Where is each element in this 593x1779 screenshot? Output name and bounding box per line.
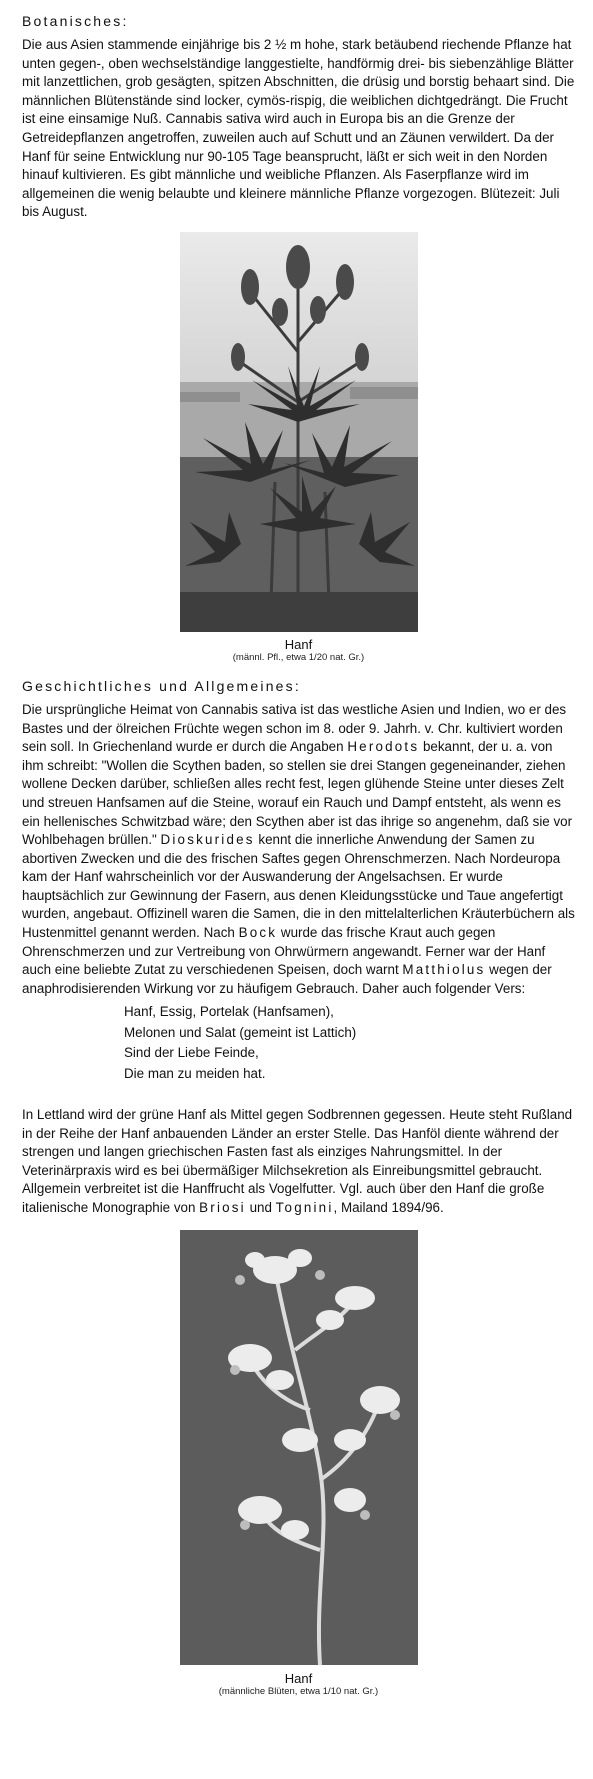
verse-line: Die man zu meiden hat. <box>124 1065 266 1081</box>
figure-subcaption: (männl. Pfl., etwa 1/20 nat. Gr.) <box>232 651 365 663</box>
text-run: bekannt, der u. a. von ihm schreibt: "Wollen die Scythen baden, so stellen sie drei Stangen gegeneinander, ziehen wollene Decken darüber, schließen alles recht fest, legen glühende Steine unter dieses Zelt und streuen Hanfsamen auf die Steine, worauf ein Rauch und Dampf entsteht, als wenn es ein hellenisches Schwitzbad wäre; den Scythen aber ist das ihrige so angenehm, daß sie vor Wohlbehagen brüllen." <box>22 739 573 848</box>
figure-caption: Hanf <box>284 1670 313 1686</box>
text-run: In Lettland wird der grüne Hanf als Mittel gegen Sodbrennen gegessen. Heute steht Rußland in der Reihe der Hanf anbauenden Länder an erster Stelle. Das Hanföl diente während der strengen und langen griechischen Fasten fast als einziges Nahrungsmittel. In der Veterinärpraxis wird es bei übermäßiger Milchsekretion als Einreibungsmittel gebraucht. Allgemein verbreitet ist die Hanffrucht als Vogelfutter. Vgl. auch über den Hanf die große italienische Monographie von <box>22 1107 573 1216</box>
section-heading: Geschichtliches und Allgemeines: <box>22 677 301 694</box>
section-botanik <box>22 12 575 222</box>
text-run: Die ursprüngliche Heimat von Cannabis sativa ist das westliche Asien und Indien, wo er des Bastes und der ölreichen Früchte wegen schon im 8. oder 9. Jahrh. v. Chr. kultiviert worden sein soll. In Griechenland wurde er durch die Angaben <box>22 701 567 755</box>
author-name-dioskurides: Dioskurides <box>160 832 255 848</box>
flowers-photo <box>180 1230 418 1665</box>
figure-plant <box>22 232 575 664</box>
figure-flowers <box>22 1230 575 1698</box>
verse-block <box>124 1002 575 1084</box>
author-name-herodot: Herodots <box>347 739 420 755</box>
author-name-briosi: Briosi <box>199 1200 246 1216</box>
paragraph-botanik: Die aus Asien stammende einjährige bis 2 ½ m hohe, stark betäubend riechende Pflanze hat unten gegen-, oben wechselständige langgestielte, handförmig drei- bis siebenzählige Blätter mit lanzettlichen, grob gesägten, spitzen Abschnitten, die drüsig und borstig behaart sind. Die männlichen Blütenstände sind locker, cymös-rispig, die weiblichen dichtgedrängt. Die Frucht ist eine einsamige Nuß. Cannabis sativa wird auch in Europa bis an die Grenze der Getreidepflanzen angetroffen, zuweilen auch auf Schutt und an Zäunen verwildert. Da der Hanf für seine Entwicklung nur 90-105 Tage beansprucht, läßt er sich weit in den Norden hinauf kultivieren. Es gibt männliche und weibliche Pflanzen. Als Faserpflanze wird im allgemeinen die wenig belaubte und kleinere männliche Pflanze vorgezogen. Blütezeit: Juli bis August. <box>22 37 575 220</box>
document-page <box>22 12 575 1698</box>
figure-subcaption: (männliche Blüten, etwa 1/10 nat. Gr.) <box>218 1685 379 1697</box>
author-name-bock: Bock <box>238 925 278 941</box>
paragraph-geschichte <box>22 701 575 999</box>
verse-line: Melonen und Salat (gemeint ist Lattich) <box>124 1024 357 1040</box>
plant-photo <box>180 232 418 632</box>
author-name-tognini: Tognini <box>275 1200 334 1216</box>
section-geschichte <box>22 677 575 1218</box>
text-run: wurde das frische Kraut auch gegen Ohrenschmerzen und zur Vertreibung von Ohrwürmern angewandt. Ferner war der Hanf auch eine beliebte Zutat zu verschiedenen Speisen, doch warnt <box>22 925 546 978</box>
paragraph-lettland <box>22 1106 575 1218</box>
figure-caption: Hanf <box>284 636 313 652</box>
verse-line: Hanf, Essig, Portelak (Hanfsamen), <box>124 1004 334 1020</box>
text-run: , Mailand 1894/96. <box>333 1200 444 1216</box>
text-run: kennt die innerliche Anwendung der Samen zu abortiven Zwecken und die des frischen Saftes gegen Ohrenschmerzen. Nach Nordeuropa kam der Hanf wahrscheinlich vor der Auswanderung der Angelsachsen. Er wurde hauptsächlich zur Gewinnung der Fasern, aus denen Kleidungsstücke und Taue angefertigt wurden, angebaut. Offizinell waren die Samen, die in den mittelalterlichen Kräuterbüchern als Hustenmittel genannt werden. Nach <box>22 832 575 941</box>
verse-line: Sind der Liebe Feinde, <box>124 1045 259 1061</box>
author-name-matthiolus: Matthiolus <box>402 962 486 978</box>
text-run: und <box>245 1200 276 1216</box>
text-run: wegen der anaphrodisierenden Wirkung vor zu häufigem Gebrauch. Daher auch folgender Vers: <box>22 962 552 996</box>
section-heading: Botanisches: <box>22 13 129 29</box>
